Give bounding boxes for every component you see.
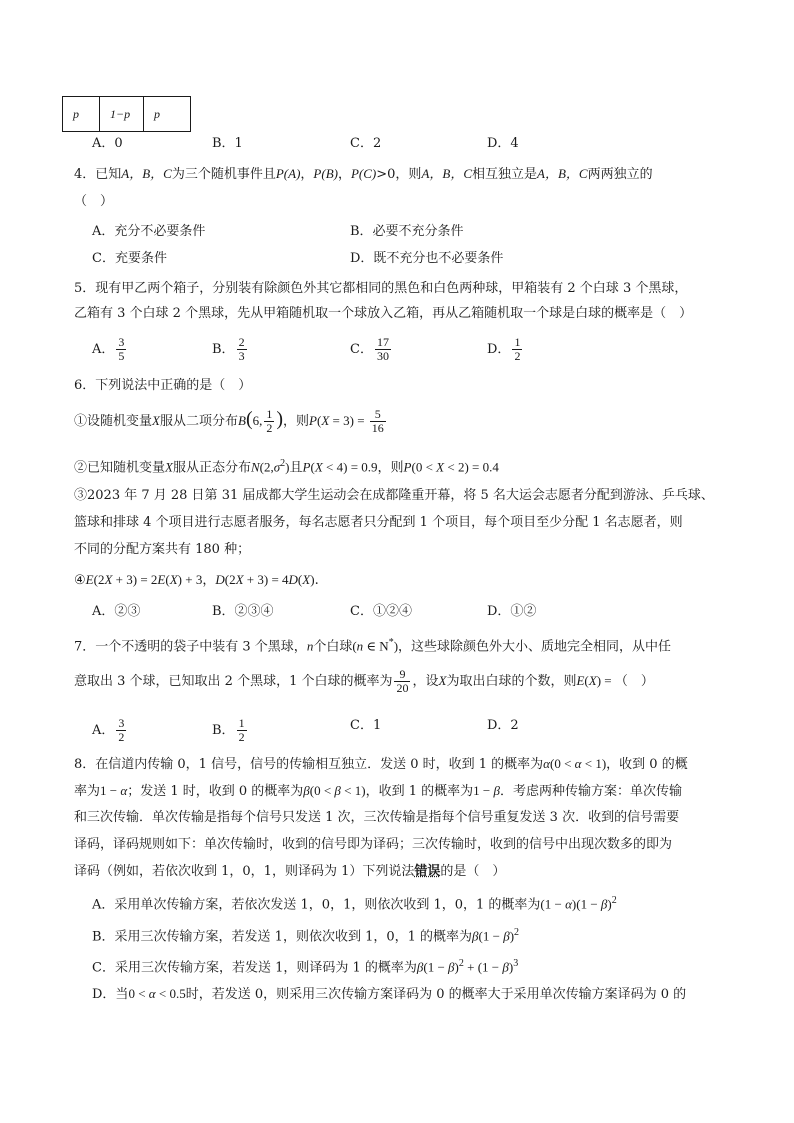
- q3-option-b: B．1: [212, 136, 243, 151]
- emphasis-wrong: 错误: [414, 864, 441, 879]
- q4-option-c: C．充要条件: [92, 251, 167, 266]
- q7-option-c: C．1: [350, 718, 382, 733]
- q6-option-c: C．①②④: [350, 604, 412, 619]
- q4-option-b: B．必要不充分条件: [350, 224, 464, 239]
- table-cell: p: [144, 97, 191, 132]
- q8-stem-line1: 8．在信道内传输 0，1 信号，信号的传输相互独立．发送 0 时，收到 1 的概率为α(0 < α < 1)，收到 0 的概: [74, 756, 688, 772]
- q6-statement-1: ①设随机变量X服从二项分布B(6, $\frac{1}{2}$ )，则P(X = 3) = $\frac{5}{16}$: [74, 407, 384, 435]
- table-cell: p: [63, 97, 100, 132]
- q4-paren: （ ）: [74, 194, 114, 209]
- q8-stem-line5: 译码（例如，若依次收到 1，0，1，则译码为 1）下列说法错误的是（ ）: [74, 864, 506, 879]
- q8-option-d: D．当0 < α < 0.5时，若发送 0，则采用三次传输方案译码为 0 的概率大于采用单次传输方案译码为 0 的: [92, 986, 687, 1002]
- q4-option-d: D．既不充分也不必要条件: [350, 251, 504, 266]
- q5-option-d: D． $\frac{1}{2}$: [487, 335, 521, 363]
- q6-statement-2: ②已知随机变量X服从正态分布$N(2,\sigma^2)$且P(X < 4) = 0.9，则P(0 < X < 2) = 0.4: [74, 458, 499, 476]
- q8-stem-line2: 率为1 − α；发送 1 时，收到 0 的概率为β(0 < β < 1)，收到 1 的概率为1 − β．考虑两种传输方案：单次传输: [74, 783, 682, 799]
- q4-option-a: A．充分不必要条件: [92, 224, 206, 239]
- q3-option-a: A．0: [92, 136, 123, 151]
- q3-option-c: C．2: [350, 136, 382, 151]
- q5-option-c: C． $\frac{17}{30}$: [350, 335, 389, 363]
- q7-stem-line2: 意取出 3 个球，已知取出 2 个黑球，1 个白球的概率为 $\frac{9}{20}$ ，设X为取出白球的个数，则E(X) = （ ）: [74, 667, 654, 695]
- table-cell: 1−p: [100, 97, 144, 132]
- q8-stem-line3: 和三次传输．单次传输是指每个信号只发送 1 次，三次传输是指每个信号重复发送 3 次．收到的信号需要: [74, 810, 680, 825]
- q7-option-d: D．2: [487, 718, 519, 733]
- q5-stem-line1: 5．现有甲乙两个箱子，分别装有除颜色外其它都相同的黑色和白色两种球，甲箱装有 2 个白球 3 个黑球，: [74, 281, 688, 296]
- q5-option-a: A． $\frac{3}{5}$: [92, 335, 125, 363]
- q8-option-b: B．采用三次传输方案，若发送 1，则依次收到 1，0，1 的概率为$\beta(1 - \beta)^2$: [92, 927, 520, 945]
- q8-option-c: C．采用三次传输方案，若发送 1，则译码为 1 的概率为$\beta(1 - \beta)^2 + (1 - \beta)^3$: [92, 958, 519, 976]
- q7-option-b: B． $\frac{1}{2}$: [212, 716, 245, 744]
- q6-statement-3-line2: 篮球和排球 4 个项目进行志愿者服务，每名志愿者只分配到 1 个项目，每个项目至少分配 1 名志愿者，则: [74, 515, 683, 530]
- q5-option-b: B． $\frac{2}{3}$: [212, 335, 245, 363]
- q6-statement-4: ④E(2X + 3) = 2E(X) + 3，D(2X + 3) = 4D(X).: [74, 572, 319, 588]
- q6-option-a: A．②③: [92, 604, 141, 619]
- q6-option-b: B．②③④: [212, 604, 274, 619]
- q6-option-d: D．①②: [487, 604, 537, 619]
- q7-option-a: A． $\frac{3}{2}$: [92, 716, 125, 744]
- q7-stem-line1: 7．一个不透明的袋子中装有 3 个黑球，n个白球(n ∈ N*)，这些球除颜色外大小、质地完全相同，从中任: [74, 637, 672, 655]
- q6-statement-3-line1: ③2023 年 7 月 28 日第 31 届成都大学生运动会在成都隆重开幕，将 5 名大运会志愿者分配到游泳、乒乓球、: [74, 488, 714, 503]
- q4-stem: 4．已知A，B，C为三个随机事件且P(A)，P(B)，P(C)>0，则A，B，C相互独立是A，B，C两两独立的: [74, 166, 653, 182]
- distribution-table: [62, 96, 191, 132]
- q3-option-d: D．4: [487, 136, 519, 151]
- q8-option-a: A．采用单次传输方案，若依次发送 1，0，1，则依次收到 1，0，1 的概率为$(1 - \alpha)(1 - \beta)^2$: [92, 895, 617, 913]
- q6-title: 6．下列说法中正确的是（ ）: [74, 378, 252, 393]
- q5-stem-line2: 乙箱有 3 个白球 2 个黑球，先从甲箱随机取一个球放入乙箱，再从乙箱随机取一个球是白球的概率是（ ）: [74, 306, 693, 321]
- q8-stem-line4: 译码，译码规则如下：单次传输时，收到的信号即为译码；三次传输时，收到的信号中出现次数多的即为: [74, 837, 673, 852]
- q6-statement-3-line3: 不同的分配方案共有 180 种；: [74, 542, 251, 557]
